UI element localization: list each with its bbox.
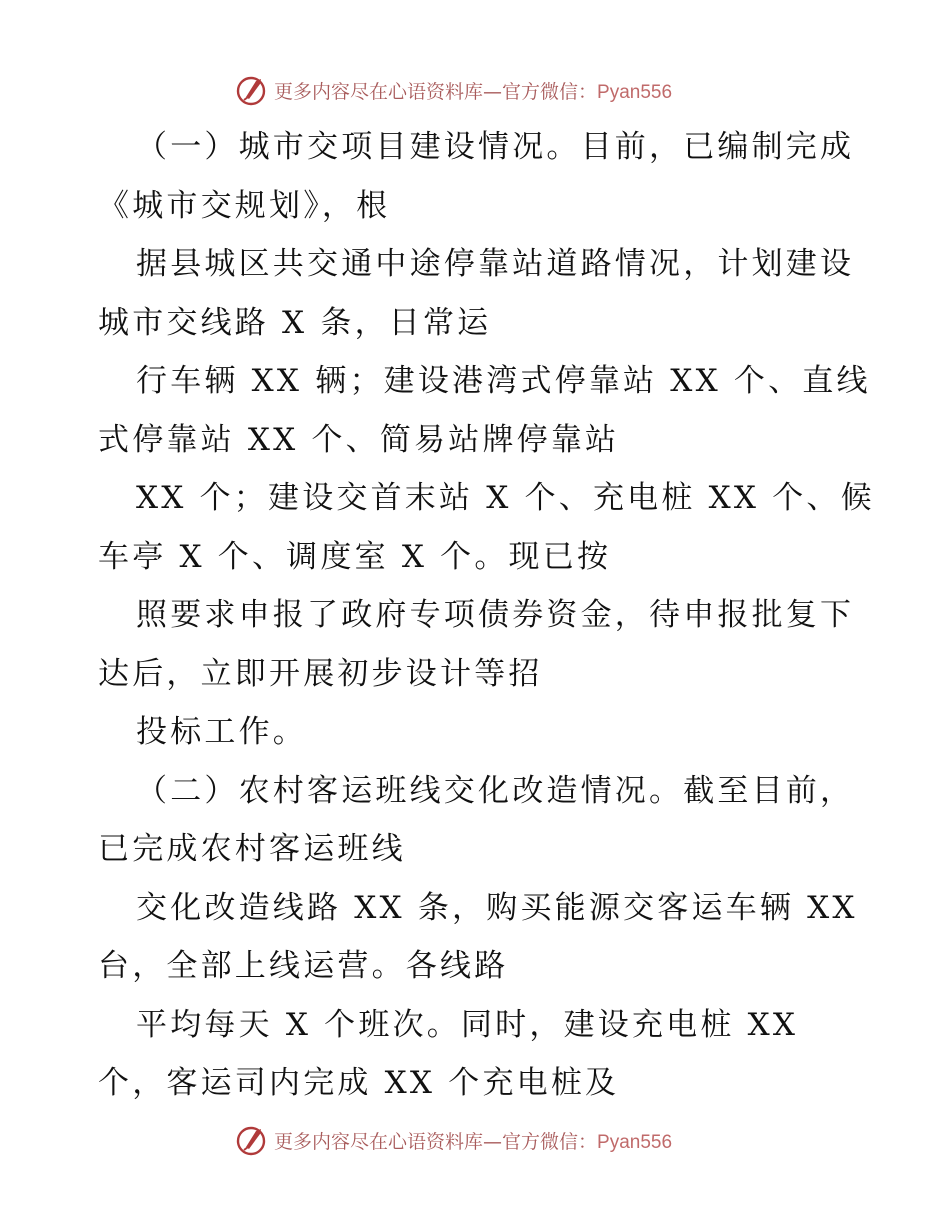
text-line: （一）城市交项目建设情况。目前，已编制完成 [136, 129, 855, 165]
watermark-wechat-id: Pyan556 [597, 1131, 673, 1153]
watermark-text [274, 77, 672, 104]
watermark-label: 更多内容尽在心语资料库—官方微信： [274, 80, 598, 103]
text-line: （二）农村客运班线交化改造情况。截至目前， [136, 772, 855, 809]
footer-watermark [236, 1122, 756, 1158]
document-body [98, 118, 875, 1113]
text-line: 已完成农村客运班线 [98, 831, 406, 867]
text-line: XX 个；建设交首末站 X 个、充电桩 XX 个、候 [136, 480, 875, 516]
watermark-label: 更多内容尽在心语资料库—官方微信： [274, 1130, 598, 1153]
header-watermark [236, 72, 756, 108]
text-line: 式停靠站 XX 个、简易站牌停靠站 [98, 421, 620, 458]
text-line: 城市交线路 X 条，日常运 [98, 304, 492, 341]
quill-pen-logo-icon [236, 1123, 270, 1157]
text-line: 车亭 X 个、调度室 X 个。现已按 [98, 538, 612, 575]
text-line: 平均每天 X 个班次。同时，建设充电桩 XX [136, 1006, 799, 1043]
text-line: 据县城区共交通中途停靠站道路情况，计划建设 [136, 246, 855, 282]
watermark-wechat-id: Pyan556 [597, 81, 673, 103]
text-line: 投标工作。 [136, 714, 307, 750]
text-line: 《城市交规划》，根 [98, 187, 391, 224]
text-line: 个，客运司内完成 XX 个充电桩及 [98, 1065, 620, 1101]
text-line: 台，全部上线运营。各线路 [98, 948, 509, 984]
watermark-text [274, 1127, 672, 1154]
quill-pen-logo-icon [236, 73, 270, 107]
text-line: 照要求申报了政府专项债券资金，待申报批复下 [136, 597, 855, 633]
text-line: 达后，立即开展初步设计等招 [98, 655, 543, 692]
text-line: 行车辆 XX 辆；建设港湾式停靠站 XX 个、直线 [136, 363, 871, 399]
text-line: 交化改造线路 XX 条，购买能源交客运车辆 XX [136, 889, 858, 926]
